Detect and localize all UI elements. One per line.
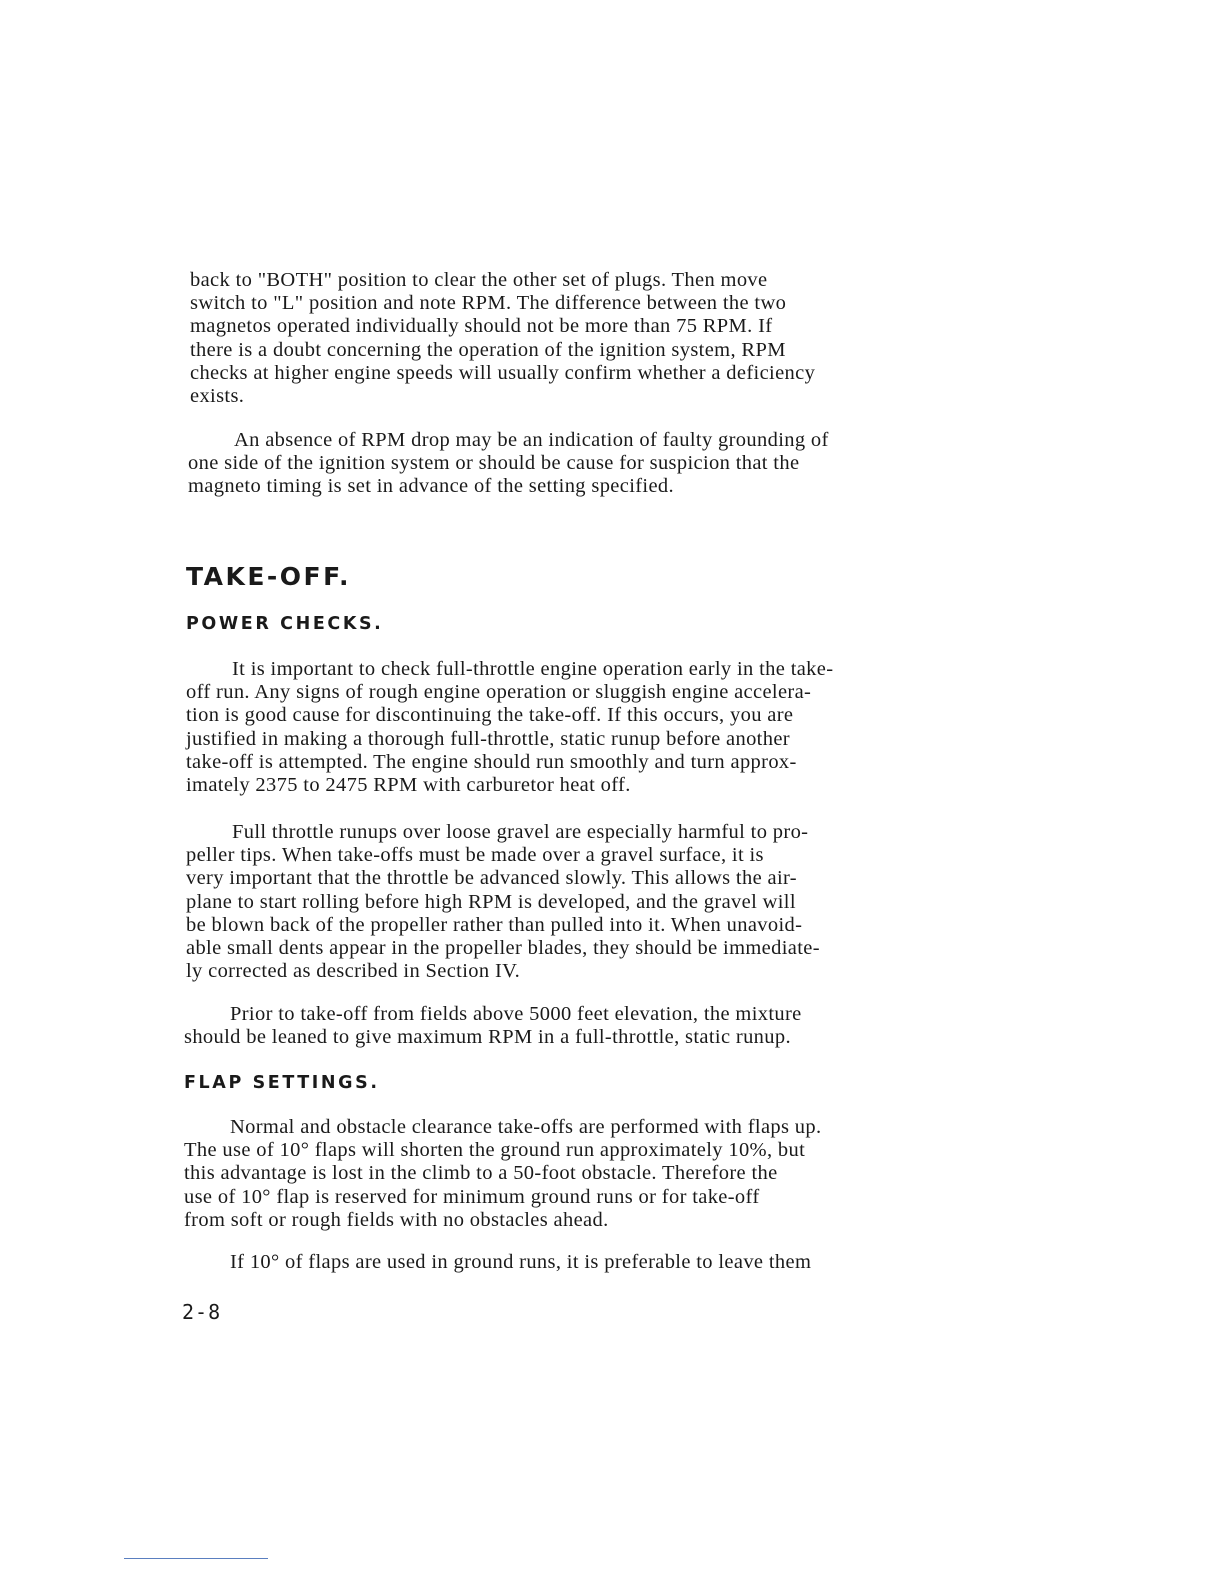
text-line: from soft or rough fields with no obstacles ahead.	[184, 1208, 609, 1231]
paragraph-flaps-ground-runs	[184, 1251, 811, 1274]
page-number: 2-8	[182, 1300, 222, 1324]
text-line: use of 10° flap is reserved for minimum ground runs or for take-off	[184, 1185, 760, 1208]
text-line: peller tips. When take-offs must be made over a gravel surface, it is	[186, 844, 764, 867]
text-line: there is a doubt concerning the operation of the ignition system, RPM	[190, 338, 786, 361]
text-line: The use of 10° flaps will shorten the ground run approximately 10%, but	[184, 1139, 806, 1162]
text-line: If 10° of flaps are used in ground runs, it is preferable to leave them	[230, 1251, 812, 1273]
text-line: Prior to take-off from fields above 5000 feet elevation, the mixture	[230, 1003, 802, 1025]
text-line: able small dents appear in the propeller blades, they should be immediate-	[186, 936, 820, 959]
text-line: magnetos operated individually should not be more than 75 RPM. If	[190, 315, 773, 338]
text-line: Normal and obstacle clearance take-offs are performed with flaps up.	[230, 1116, 822, 1138]
paragraph-rpm-drop	[188, 429, 829, 499]
paragraph-flap-usage	[184, 1116, 821, 1232]
text-line: justified in making a thorough full-throttle, static runup before another	[186, 727, 790, 750]
paragraph-high-elevation	[184, 1003, 802, 1049]
text-line: plane to start rolling before high RPM is developed, and the gravel will	[186, 890, 796, 913]
text-line: tion is good cause for discontinuing the take-off. If this occurs, you are	[186, 704, 794, 727]
text-line: very important that the throttle be advanced slowly. This allows the air-	[186, 867, 797, 890]
text-line: imately 2375 to 2475 RPM with carburetor heat off.	[186, 773, 631, 796]
paragraph-magneto-check	[190, 269, 815, 408]
footer-rule	[124, 1558, 268, 1559]
text-line: An absence of RPM drop may be an indication of faulty grounding of	[234, 429, 829, 451]
text-line: It is important to check full-throttle engine operation early in the take-	[232, 658, 834, 680]
text-line: be blown back of the propeller rather than pulled into it. When unavoid-	[186, 913, 803, 936]
text-line: back to "BOTH" position to clear the other set of plugs. Then move	[190, 269, 768, 291]
text-line: exists.	[190, 384, 245, 407]
text-line: switch to "L" position and note RPM. The difference between the two	[190, 292, 787, 315]
subheading-power-checks: POWER CHECKS.	[186, 614, 384, 634]
paragraph-gravel-runups	[186, 821, 820, 983]
paragraph-full-throttle-check	[186, 658, 833, 797]
text-line: this advantage is lost in the climb to a 50-foot obstacle. Therefore the	[184, 1162, 778, 1185]
subheading-flap-settings: FLAP SETTINGS.	[184, 1073, 380, 1093]
text-line: ly corrected as described in Section IV.	[186, 960, 521, 983]
text-line: off run. Any signs of rough engine operation or sluggish engine accelera-	[186, 681, 812, 704]
text-line: checks at higher engine speeds will usually confirm whether a deficiency	[190, 361, 816, 384]
section-heading-take-off: TAKE-OFF.	[186, 562, 352, 591]
text-line: magneto timing is set in advance of the setting specified.	[188, 475, 674, 498]
text-line: Full throttle runups over loose gravel are especially harmful to pro-	[232, 821, 809, 843]
text-line: should be leaned to give maximum RPM in a full-throttle, static runup.	[184, 1026, 791, 1049]
text-line: one side of the ignition system or should be cause for suspicion that the	[188, 452, 800, 475]
text-line: take-off is attempted. The engine should run smoothly and turn approx-	[186, 750, 797, 773]
